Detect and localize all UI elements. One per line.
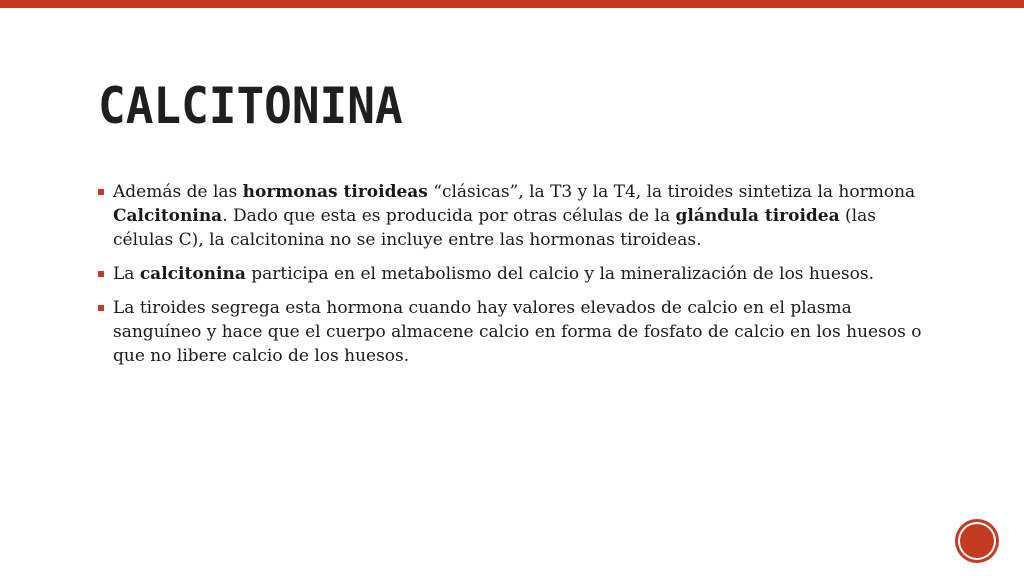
bullet-1-text-c: . Dado que esta es producida por otras células de la: [222, 206, 676, 226]
bullet-1-text-b: “clásicas”, la T3 y la T4, la tiroides sintetiza la hormona: [427, 182, 916, 202]
bullet-1-bold-glandula: glándula tiroidea: [675, 206, 840, 226]
bullet-item-1: [98, 180, 938, 252]
bullet-2-bold-calcitonina: calcitonina: [139, 264, 246, 284]
bullet-1-text-d: (las células C), la calcitonina no se incluye entre las hormonas tiroideas.: [113, 206, 876, 250]
square-bullet-icon: [98, 271, 104, 277]
slide-number-badge: [958, 522, 996, 560]
slide-title: CALCITONINA: [98, 77, 403, 135]
accent-bar: [0, 0, 1024, 8]
bullet-2-text-b: participa en el metabolismo del calcio y la mineralización de los huesos.: [245, 264, 874, 284]
square-bullet-icon: [98, 189, 104, 195]
square-bullet-icon: [98, 305, 104, 311]
bullet-list: [98, 180, 938, 378]
bullet-item-3: [98, 296, 938, 368]
bullet-2-text-a: La: [113, 264, 140, 284]
bullet-3-text: La tiroides segrega esta hormona cuando hay valores elevados de calcio en el plasma sanguíneo y hace que el cuerpo almacene calcio en forma de fosfato de calcio en los huesos o que no libere calcio de los huesos.: [113, 298, 922, 366]
bullet-1-bold-hormonas: hormonas tiroideas: [242, 182, 428, 202]
bullet-item-2: [98, 262, 938, 286]
bullet-1-bold-calcitonina: Calcitonina: [113, 206, 223, 226]
bullet-1-text-a: Además de las: [113, 182, 243, 202]
